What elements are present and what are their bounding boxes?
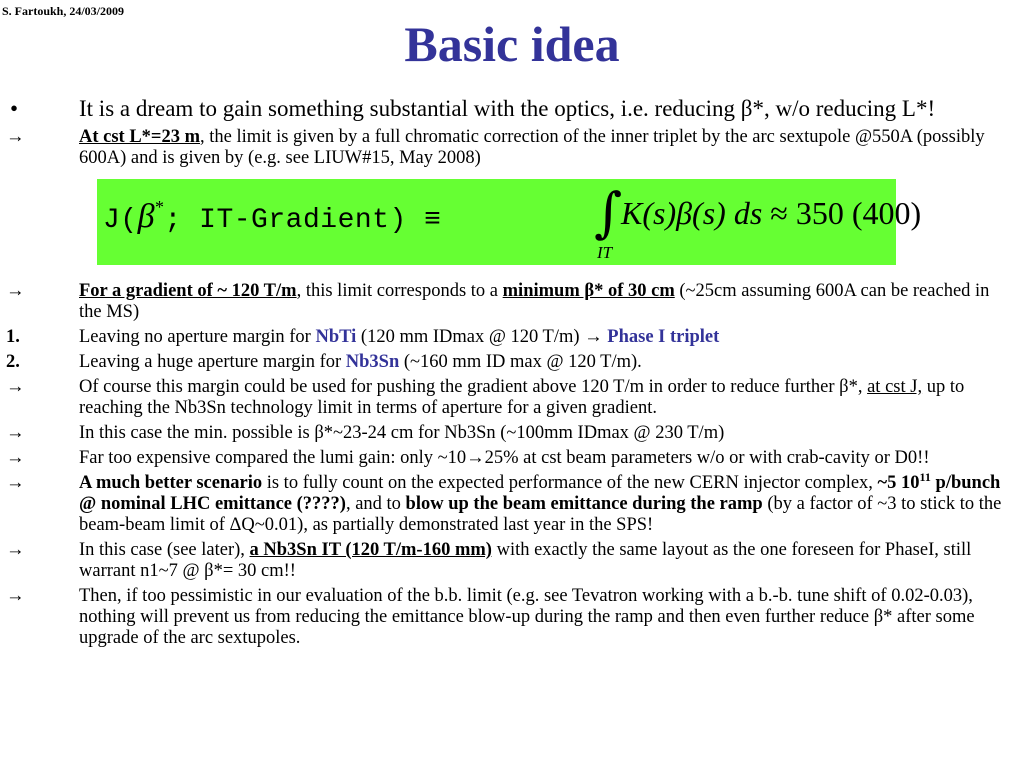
item-text-mid: , and to	[345, 494, 406, 514]
formula-rhs	[621, 195, 921, 232]
bullet-item-dream	[0, 96, 1020, 121]
integral-subscript: IT	[597, 243, 613, 262]
item-text: Leaving no aperture margin for	[79, 327, 316, 347]
arrow-item-min-possible	[0, 423, 1020, 444]
item-blowup: blow up the beam emittance during the ramp	[405, 494, 763, 514]
item-bunch-exp: 11	[919, 469, 931, 484]
arrow-item-expensive	[0, 448, 1020, 469]
item-text: In this case the min. possible is β*~23-24 cm for Nb3Sn (~100mm IDmax @ 230 T/m)	[79, 423, 725, 443]
item-text: is to fully count on the expected performance of the new CERN injector complex,	[262, 473, 878, 493]
formula-integrand: K(s)β(s) ds	[621, 195, 763, 231]
arrow-icon: →	[6, 448, 25, 468]
arrow-icon: →	[6, 281, 25, 301]
formula-box	[97, 179, 922, 265]
item-text-rest: (~160 mm ID max @ 120 T/m).	[399, 352, 642, 372]
item-emph: minimum β* of 30 cm	[502, 281, 675, 301]
formula-lhs	[103, 198, 441, 236]
item-text-rest: up to reaching the Nb3Sn technology limit in terms of aperture for a given gradient.	[79, 377, 965, 418]
number-marker: 1.	[6, 327, 20, 347]
item-lead: A much better scenario	[79, 473, 263, 493]
item-bunch-post: p/bunch @ nominal LHC emittance (????)	[79, 473, 1001, 514]
arrow-item-margin	[0, 377, 1020, 419]
formula-lhs-open: J(	[103, 205, 138, 236]
item-nb3sn: Nb3Sn	[345, 352, 400, 372]
formula-lhs-rest: ; IT-Gradient) ≡	[164, 205, 442, 236]
item-text: , the limit is given by a full chromatic correction of the inner triplet by the arc sextupole @550A (possibly 600A) and is given by (e.g. see LIUW#15, May 2008)	[79, 127, 985, 168]
arrow-item-cst-l	[0, 127, 1020, 169]
arrow-item-gradient	[0, 281, 1020, 323]
item-phase: Phase I triplet	[607, 327, 720, 347]
item-lead: For a gradient of ~ 120 T/m	[79, 281, 297, 301]
arrow-item-better-scenario	[0, 469, 1020, 536]
formula-value: ≈ 350 (400)	[762, 195, 922, 231]
arrow-icon: →	[6, 473, 25, 493]
numbered-item-1	[0, 327, 1020, 348]
item-bunch-pre: ~5 10	[877, 473, 920, 493]
item-text-rest: (~25cm assuming 600A can be reached in the MS)	[79, 281, 990, 322]
arrow-item-pessimistic	[0, 586, 1020, 649]
item-text-rest: with exactly the same layout as the one foreseen for PhaseI, still warrant n1~7 @ β*= 30 cm!!	[79, 540, 972, 581]
arrow-icon: →	[6, 127, 25, 147]
author-date: S. Fartoukh, 24/03/2009	[2, 4, 125, 18]
item-text-mid: (120 mm IDmax @ 120 T/m) →	[356, 327, 608, 347]
arrow-icon: →	[6, 423, 25, 443]
arrow-icon: →	[6, 377, 25, 397]
item-text: In this case (see later),	[79, 540, 250, 560]
item-emph: a Nb3Sn IT (120 T/m-160 mm)	[249, 540, 492, 560]
item-text-rest: (by a factor of ~3 to stick to the beam-beam limit of ΔQ~0.01), as partially demonstrated last year in the SPS!	[79, 494, 1002, 535]
arrow-icon: →	[6, 586, 25, 606]
item-text: Of course this margin could be used for pushing the gradient above 120 T/m in order to reduce further β*,	[79, 377, 868, 397]
item-text: Leaving a huge aperture margin for	[79, 352, 346, 372]
item-text: Then, if too pessimistic in our evaluation of the b.b. limit (e.g. see Tevatron working with a b.-b. tune shift of 0.02-0.03), nothing will prevent us from reducing the emittance blow-up during the ramp and then even further reduce β* after some upgrade of the arc sextupoles.	[79, 586, 975, 648]
formula-star: *	[155, 197, 165, 217]
item-nbti: NbTi	[315, 327, 357, 347]
bullet-marker: •	[10, 96, 19, 121]
integral-symbol: ∫	[594, 181, 623, 244]
item-lead: At cst L*=23 m	[79, 127, 201, 147]
slide-content	[0, 96, 1020, 653]
arrow-icon: →	[6, 540, 25, 560]
item-text: Far too expensive compared the lumi gain: only ~10→25% at cst beam parameters w/o or with crab-cavity or D0!!	[79, 448, 930, 468]
item-emph: at cst J,	[867, 377, 923, 397]
arrow-item-nb3sn-it	[0, 540, 1020, 582]
number-marker: 2.	[6, 352, 20, 372]
formula-beta: β	[137, 198, 156, 235]
item-text: , this limit corresponds to a	[296, 281, 503, 301]
item-text: It is a dream to gain something substantial with the optics, i.e. reducing β*, w/o reducing L*!	[79, 96, 936, 121]
slide-title: Basic idea	[404, 16, 620, 72]
numbered-item-2	[0, 352, 1020, 373]
